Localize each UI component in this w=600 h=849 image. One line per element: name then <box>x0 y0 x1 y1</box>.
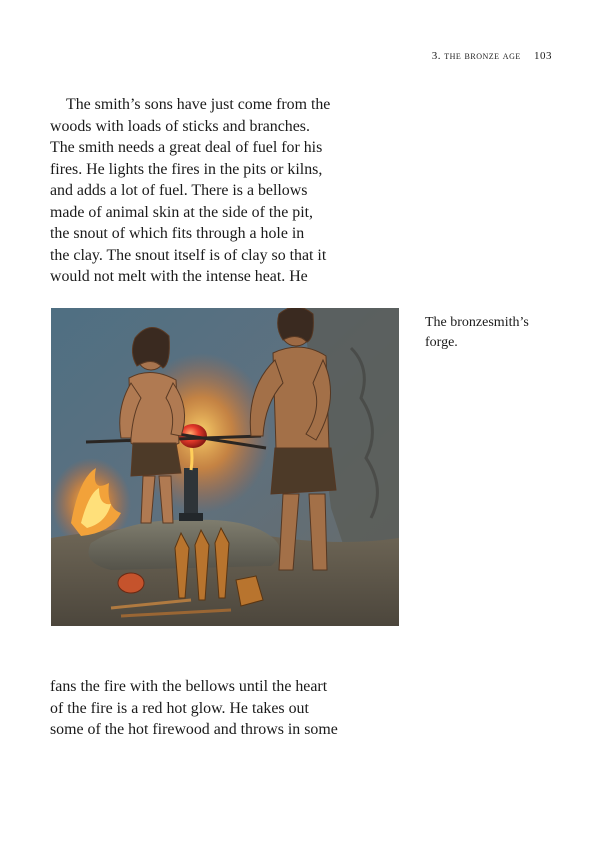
body-paragraph-2 <box>50 676 402 741</box>
text-line: The smith’s sons have just come from the <box>66 96 331 113</box>
text-line: fires. He lights the fires in the pits or kilns, <box>50 160 323 178</box>
forge-illustration <box>51 308 399 626</box>
body-paragraph-1 <box>50 94 402 288</box>
text-line: of the fire is a red hot glow. He takes out <box>50 699 309 717</box>
running-head <box>432 50 552 62</box>
figure-caption <box>425 313 575 353</box>
text-line: the snout of which fits through a hole in <box>50 225 305 242</box>
text-line: The smith needs a great deal of fuel for his <box>50 139 323 156</box>
text-line: and adds a lot of fuel. There is a bellows <box>50 182 308 199</box>
text-line: the clay. The snout itself is of clay so that it <box>50 246 327 264</box>
caption-line: The bronzesmith’s <box>425 315 529 330</box>
text-line: would not melt with the intense heat. He <box>50 268 308 285</box>
page-number: 103 <box>534 50 552 62</box>
text-line: made of animal skin at the side of the pit, <box>50 203 314 221</box>
text-line: woods with loads of sticks and branches. <box>50 117 310 135</box>
text-line: some of the hot firewood and throws in some <box>50 721 338 738</box>
text-line: fans the fire with the bellows until the heart <box>50 678 328 695</box>
caption-line: forge. <box>425 335 458 350</box>
chapter-title: 3. the bronze age <box>431 50 521 62</box>
